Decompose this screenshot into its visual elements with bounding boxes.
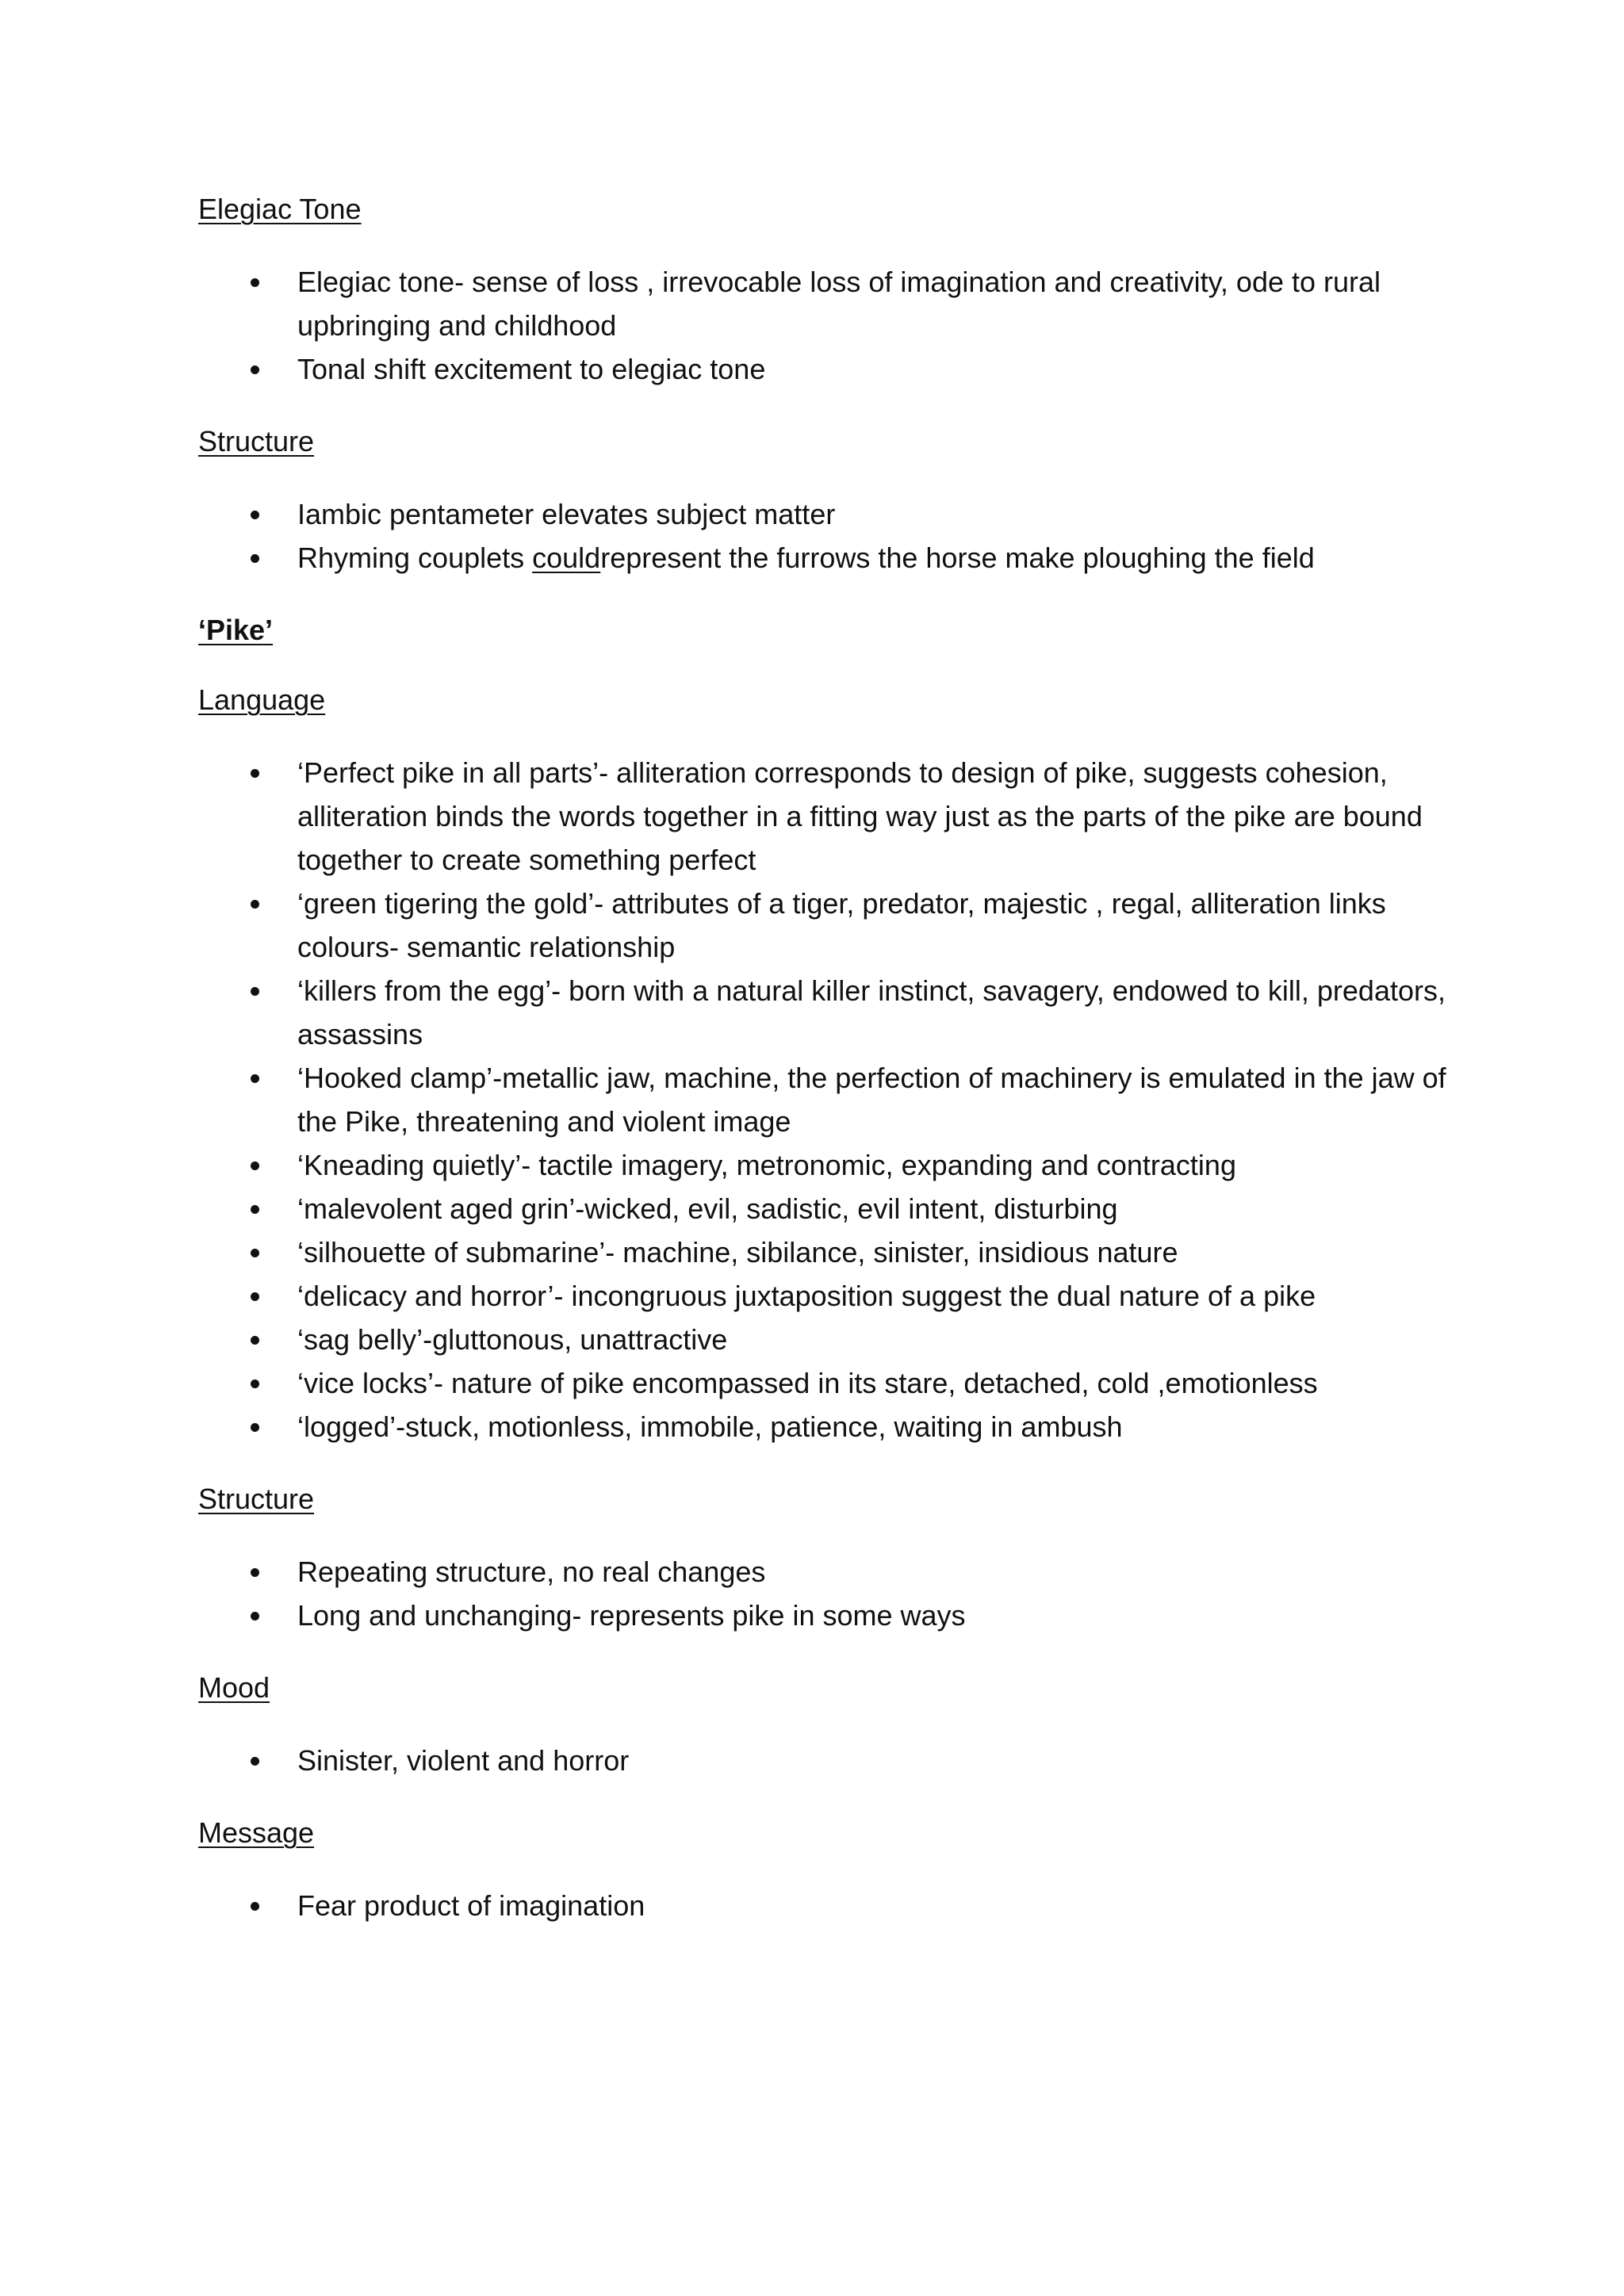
list-item — [198, 969, 1451, 1056]
bullet-icon — [251, 769, 259, 778]
underlined-word: could — [532, 541, 601, 574]
bullet-text: Elegiac tone- sense of loss , irrevocable loss of imagination and creativity, ode to rural upbringing and childhood — [297, 266, 1381, 342]
bullet-list-message — [198, 1884, 1451, 1927]
list-item — [198, 1594, 1451, 1637]
section-heading-structure-2: Structure — [198, 1483, 315, 1515]
section-heading-message: Message — [198, 1816, 315, 1849]
bullet-text: ‘delicacy and horror’- incongruous juxtaposition suggest the dual nature of a pike — [297, 1280, 1316, 1312]
bullet-text-after: represent the furrows the horse make ploughing the field — [600, 541, 1315, 574]
list-item — [198, 1187, 1451, 1230]
bullet-text: Tonal shift excitement to elegiac tone — [297, 353, 766, 385]
list-item — [198, 1739, 1451, 1782]
section-heading-elegiac-tone: Elegiac Tone — [198, 193, 362, 225]
bullet-text-before: Rhyming couplets — [297, 541, 533, 574]
bullet-icon — [251, 1902, 259, 1911]
bullet-list-structure — [198, 492, 1451, 580]
bullet-icon — [251, 1161, 259, 1170]
bullet-text: ‘green tigering the gold’- attributes of a tiger, predator, majestic , regal, alliteration links colours- semantic relationship — [297, 887, 1386, 963]
bullet-text: Sinister, violent and horror — [297, 1744, 630, 1777]
list-item — [198, 536, 1451, 580]
bullet-text: Repeating structure, no real changes — [297, 1556, 766, 1588]
bullet-text: ‘silhouette of submarine’- machine, sibilance, sinister, insidious nature — [297, 1236, 1178, 1269]
bullet-text: ‘Hooked clamp’-metallic jaw, machine, the perfection of machinery is emulated in the jaw of the Pike, threatening and violent image — [297, 1062, 1446, 1138]
bullet-icon — [251, 1612, 259, 1621]
bullet-text: ‘Perfect pike in all parts’- alliteration corresponds to design of pike, suggests cohesion, alliteration binds the words together in a fitting way just as the parts of the pike are bound together to create something perfect — [297, 756, 1423, 876]
document-page — [198, 190, 1451, 1959]
list-item — [198, 492, 1451, 536]
bullet-list-structure-2 — [198, 1550, 1451, 1637]
bullet-list-mood — [198, 1739, 1451, 1782]
bullet-icon — [251, 511, 259, 519]
bullet-icon — [251, 278, 259, 287]
list-item — [198, 1361, 1451, 1405]
bullet-text: ‘Kneading quietly’- tactile imagery, metronomic, expanding and contracting — [297, 1149, 1236, 1181]
bullet-icon — [251, 554, 259, 563]
list-item — [198, 1884, 1451, 1927]
list-item — [198, 1230, 1451, 1274]
bullet-icon — [251, 1074, 259, 1083]
bullet-list-elegiac-tone — [198, 260, 1451, 391]
list-item — [198, 1274, 1451, 1318]
list-item — [198, 882, 1451, 969]
list-item — [198, 347, 1451, 391]
bullet-text: Iambic pentameter elevates subject matter — [297, 498, 836, 530]
bullet-text: ‘malevolent aged grin’-wicked, evil, sadistic, evil intent, disturbing — [297, 1192, 1118, 1225]
bullet-text: ‘killers from the egg’- born with a natural killer instinct, savagery, endowed to kill, predators, assassins — [297, 974, 1446, 1050]
bullet-icon — [251, 1336, 259, 1345]
list-item — [198, 260, 1451, 347]
list-item — [198, 1318, 1451, 1361]
list-item — [198, 1405, 1451, 1448]
bullet-text: ‘vice locks’- nature of pike encompassed in its stare, detached, cold ,emotionless — [297, 1367, 1318, 1399]
bullet-icon — [251, 1380, 259, 1388]
bullet-icon — [251, 365, 259, 374]
list-item — [198, 1056, 1451, 1143]
bullet-icon — [251, 900, 259, 909]
list-item — [198, 1143, 1451, 1187]
poem-title: ‘Pike’ — [198, 614, 274, 646]
section-heading-mood: Mood — [198, 1671, 270, 1704]
bullet-text: Fear product of imagination — [297, 1889, 645, 1922]
bullet-icon — [251, 1568, 259, 1577]
list-item — [198, 1550, 1451, 1594]
section-heading-language: Language — [198, 683, 326, 716]
bullet-icon — [251, 1423, 259, 1432]
bullet-list-language — [198, 751, 1451, 1448]
bullet-icon — [251, 987, 259, 996]
section-heading-structure: Structure — [198, 425, 315, 457]
bullet-icon — [251, 1249, 259, 1257]
bullet-icon — [251, 1292, 259, 1301]
list-item — [198, 751, 1451, 882]
bullet-text: ‘logged’-stuck, motionless, immobile, patience, waiting in ambush — [297, 1410, 1123, 1443]
bullet-text: ‘sag belly’-gluttonous, unattractive — [297, 1323, 728, 1356]
bullet-icon — [251, 1205, 259, 1214]
bullet-icon — [251, 1757, 259, 1766]
bullet-text: Long and unchanging- represents pike in some ways — [297, 1599, 966, 1632]
